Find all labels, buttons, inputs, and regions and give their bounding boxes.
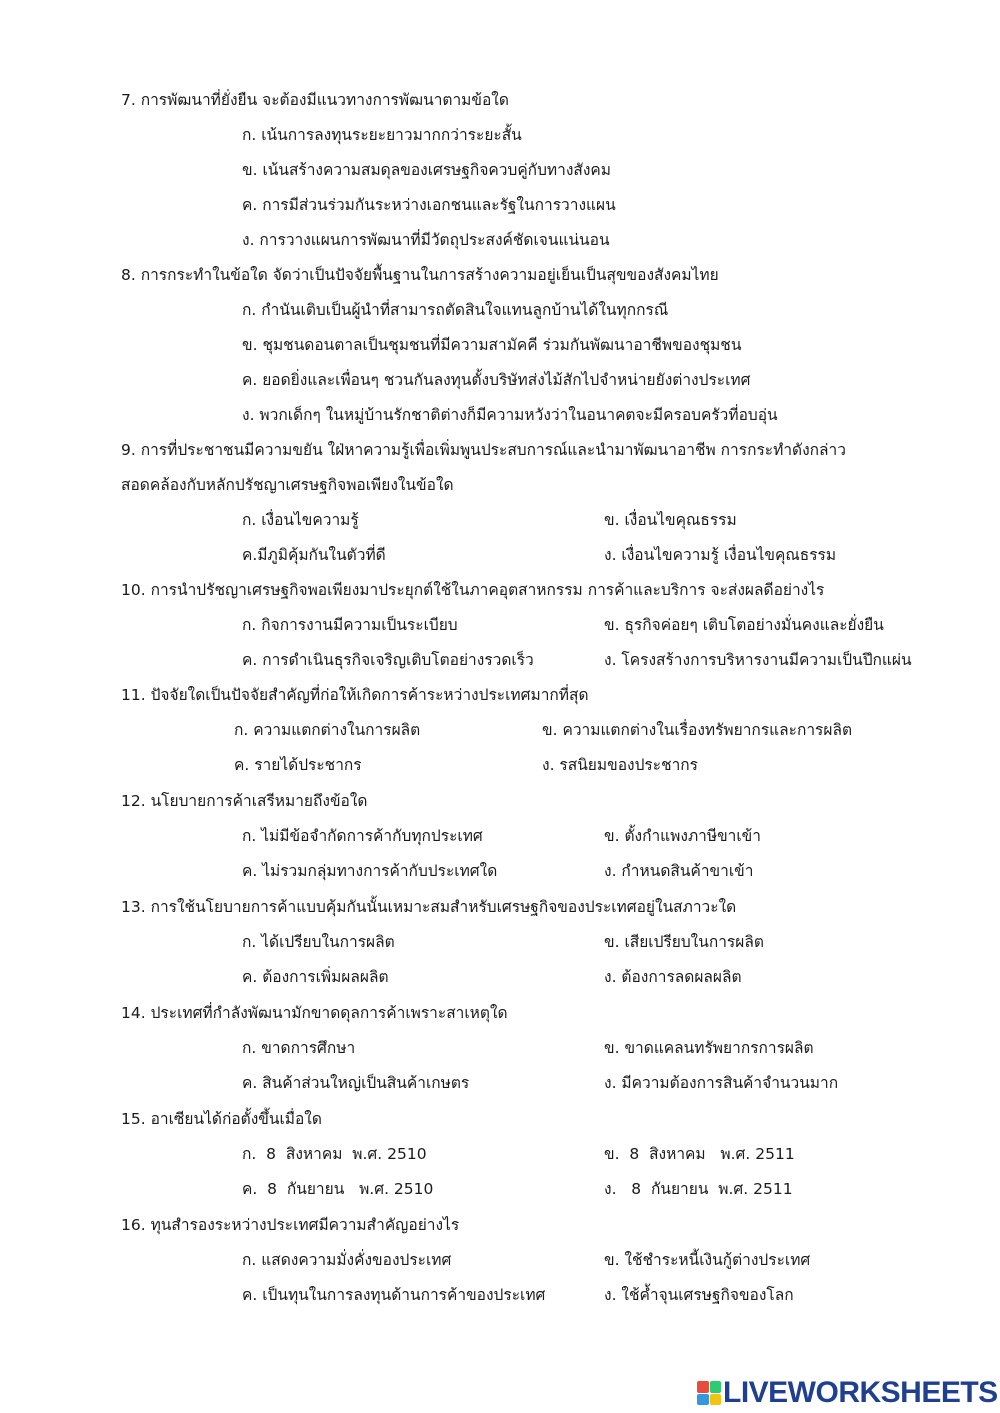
question-10-option-c[interactable]: ค. การดำเนินธุรกิจเจริญเติบโตอย่างรวดเร็ว [242, 651, 534, 669]
question-14-option-a[interactable]: ก. ขาดการศึกษา [242, 1039, 356, 1057]
question-10-stem: 10. การนำปรัชญาเศรษฐกิจพอเพียงมาประยุกต์ใช้ในภาคอุตสาหกรรม การค้าและบริการ จะส่งผลดีอย่างไร [121, 581, 825, 599]
question-10-option-b[interactable]: ข. ธุรกิจค่อยๆ เติบโตอย่างมั่นคงและยั่งยืน [604, 616, 884, 634]
question-13-option-b[interactable]: ข. เสียเปรียบในการผลิต [604, 933, 764, 951]
question-7-option-d[interactable]: ง. การวางแผนการพัฒนาที่มีวัตถุประสงค์ชัดเจนแน่นอน [242, 231, 610, 249]
question-13-stem: 13. การใช้นโยบายการค้าแบบคุ้มกันนั้นเหมาะสมสำหรับเศรษฐกิจของประเทศอยู่ในสภาวะใด [121, 898, 737, 916]
question-8-stem: 8. การกระทำในข้อใด จัดว่าเป็นปัจจัยพื้นฐานในการสร้างความอยู่เย็นเป็นสุขของสังคมไทย [121, 266, 719, 284]
question-9-stem-continued: สอดคล้องกับหลักปรัชญาเศรษฐกิจพอเพียงในข้อใด [121, 476, 454, 494]
question-15-option-d[interactable]: ง. 8 กันยายน พ.ศ. 2511 [604, 1180, 793, 1198]
question-8-option-b[interactable]: ข. ชุมชนดอนตาลเป็นชุมชนที่มีความสามัคคี ร่วมกันพัฒนาอาชีพของชุมชน [242, 336, 742, 354]
question-13-option-d[interactable]: ง. ต้องการลดผลผลิต [604, 968, 742, 986]
question-15-option-b[interactable]: ข. 8 สิงหาคม พ.ศ. 2511 [604, 1145, 795, 1163]
question-13-option-c[interactable]: ค. ต้องการเพิ่มผลผลิต [242, 968, 389, 986]
question-11-option-d[interactable]: ง. รสนิยมของประชากร [542, 756, 698, 774]
question-13-option-a[interactable]: ก. ได้เปรียบในการผลิต [242, 933, 395, 951]
question-15-stem: 15. อาเซียนได้ก่อตั้งขึ้นเมื่อใด [121, 1110, 322, 1128]
question-11-option-c[interactable]: ค. รายได้ประชากร [234, 756, 362, 774]
question-16-stem: 16. ทุนสำรองระหว่างประเทศมีความสำคัญอย่างไร [121, 1216, 460, 1234]
question-10-option-a[interactable]: ก. กิจการงานมีความเป็นระเบียบ [242, 616, 458, 634]
question-12-option-a[interactable]: ก. ไม่มีข้อจำกัดการค้ากับทุกประเทศ [242, 827, 483, 845]
question-12-stem: 12. นโยบายการค้าเสรีหมายถึงข้อใด [121, 792, 368, 810]
liveworksheets-tiles-icon [697, 1381, 721, 1405]
question-9-option-d[interactable]: ง. เงื่อนไขความรู้ เงื่อนไขคุณธรรม [604, 546, 837, 564]
question-7-option-a[interactable]: ก. เน้นการลงทุนระยะยาวมากกว่าระยะสั้น [242, 126, 522, 144]
question-9-stem: 9. การที่ประชาชนมีความขยัน ใฝ่หาความรู้เพื่อเพิ่มพูนประสบการณ์และนำมาพัฒนาอาชีพ การกระทำดังกล่าว [121, 441, 846, 459]
question-12-option-c[interactable]: ค. ไม่รวมกลุ่มทางการค้ากับประเทศใด [242, 862, 498, 880]
liveworksheets-logo [697, 1377, 998, 1409]
question-7-stem: 7. การพัฒนาที่ยั่งยืน จะต้องมีแนวทางการพัฒนาตามข้อใด [121, 91, 509, 109]
question-14-option-c[interactable]: ค. สินค้าส่วนใหญ่เป็นสินค้าเกษตร [242, 1074, 470, 1092]
question-15-option-c[interactable]: ค. 8 กันยายน พ.ศ. 2510 [242, 1180, 434, 1198]
question-14-option-d[interactable]: ง. มีความต้องการสินค้าจำนวนมาก [604, 1074, 839, 1092]
question-16-option-a[interactable]: ก. แสดงความมั่งคั่งของประเทศ [242, 1251, 452, 1269]
question-12-option-d[interactable]: ง. กำหนดสินค้าขาเข้า [604, 862, 754, 880]
question-9-option-a[interactable]: ก. เงื่อนไขความรู้ [242, 511, 359, 529]
question-7-option-b[interactable]: ข. เน้นสร้างความสมดุลของเศรษฐกิจควบคู่กับทางสังคม [242, 161, 612, 179]
question-11-option-a[interactable]: ก. ความแตกต่างในการผลิต [234, 721, 421, 739]
question-9-option-c[interactable]: ค.มีภูมิคุ้มกันในตัวที่ดี [242, 546, 386, 564]
question-11-option-b[interactable]: ข. ความแตกต่างในเรื่องทรัพยากรและการผลิต [542, 721, 853, 739]
liveworksheets-wordmark: LIVEWORKSHEETS [723, 1376, 998, 1409]
question-8-option-a[interactable]: ก. กำนันเติบเป็นผู้นำที่สามารถตัดสินใจแทนลูกบ้านได้ในทุกกรณี [242, 301, 669, 319]
question-16-option-b[interactable]: ข. ใช้ชำระหนี้เงินกู้ต่างประเทศ [604, 1251, 811, 1269]
question-11-stem: 11. ปัจจัยใดเป็นปัจจัยสำคัญที่ก่อให้เกิดการค้าระหว่างประเทศมากที่สุด [121, 686, 589, 704]
question-15-option-a[interactable]: ก. 8 สิงหาคม พ.ศ. 2510 [242, 1145, 427, 1163]
question-16-option-d[interactable]: ง. ใช้ค้ำจุนเศรษฐกิจของโลก [604, 1286, 794, 1304]
question-7-option-c[interactable]: ค. การมีส่วนร่วมกันระหว่างเอกชนและรัฐในการวางแผน [242, 196, 616, 214]
question-12-option-b[interactable]: ข. ตั้งกำแพงภาษีขาเข้า [604, 827, 761, 845]
question-10-option-d[interactable]: ง. โครงสร้างการบริหารงานมีความเป็นปึกแผ่น [604, 651, 912, 669]
question-14-option-b[interactable]: ข. ขาดแคลนทรัพยากรการผลิต [604, 1039, 814, 1057]
question-9-option-b[interactable]: ข. เงื่อนไขคุณธรรม [604, 511, 737, 529]
question-14-stem: 14. ประเทศที่กำลังพัฒนามักขาดดุลการค้าเพราะสาเหตุใด [121, 1004, 508, 1022]
question-8-option-d[interactable]: ง. พวกเด็กๆ ในหมู่บ้านรักชาติต่างก็มีความหวังว่าในอนาคตจะมีครอบครัวที่อบอุ่น [242, 406, 778, 424]
question-8-option-c[interactable]: ค. ยอดยิ่งและเพื่อนๆ ชวนกันลงทุนตั้งบริษัทส่งไม้สักไปจำหน่ายยังต่างประเทศ [242, 371, 751, 389]
question-16-option-c[interactable]: ค. เป็นทุนในการลงทุนด้านการค้าของประเทศ [242, 1286, 546, 1304]
